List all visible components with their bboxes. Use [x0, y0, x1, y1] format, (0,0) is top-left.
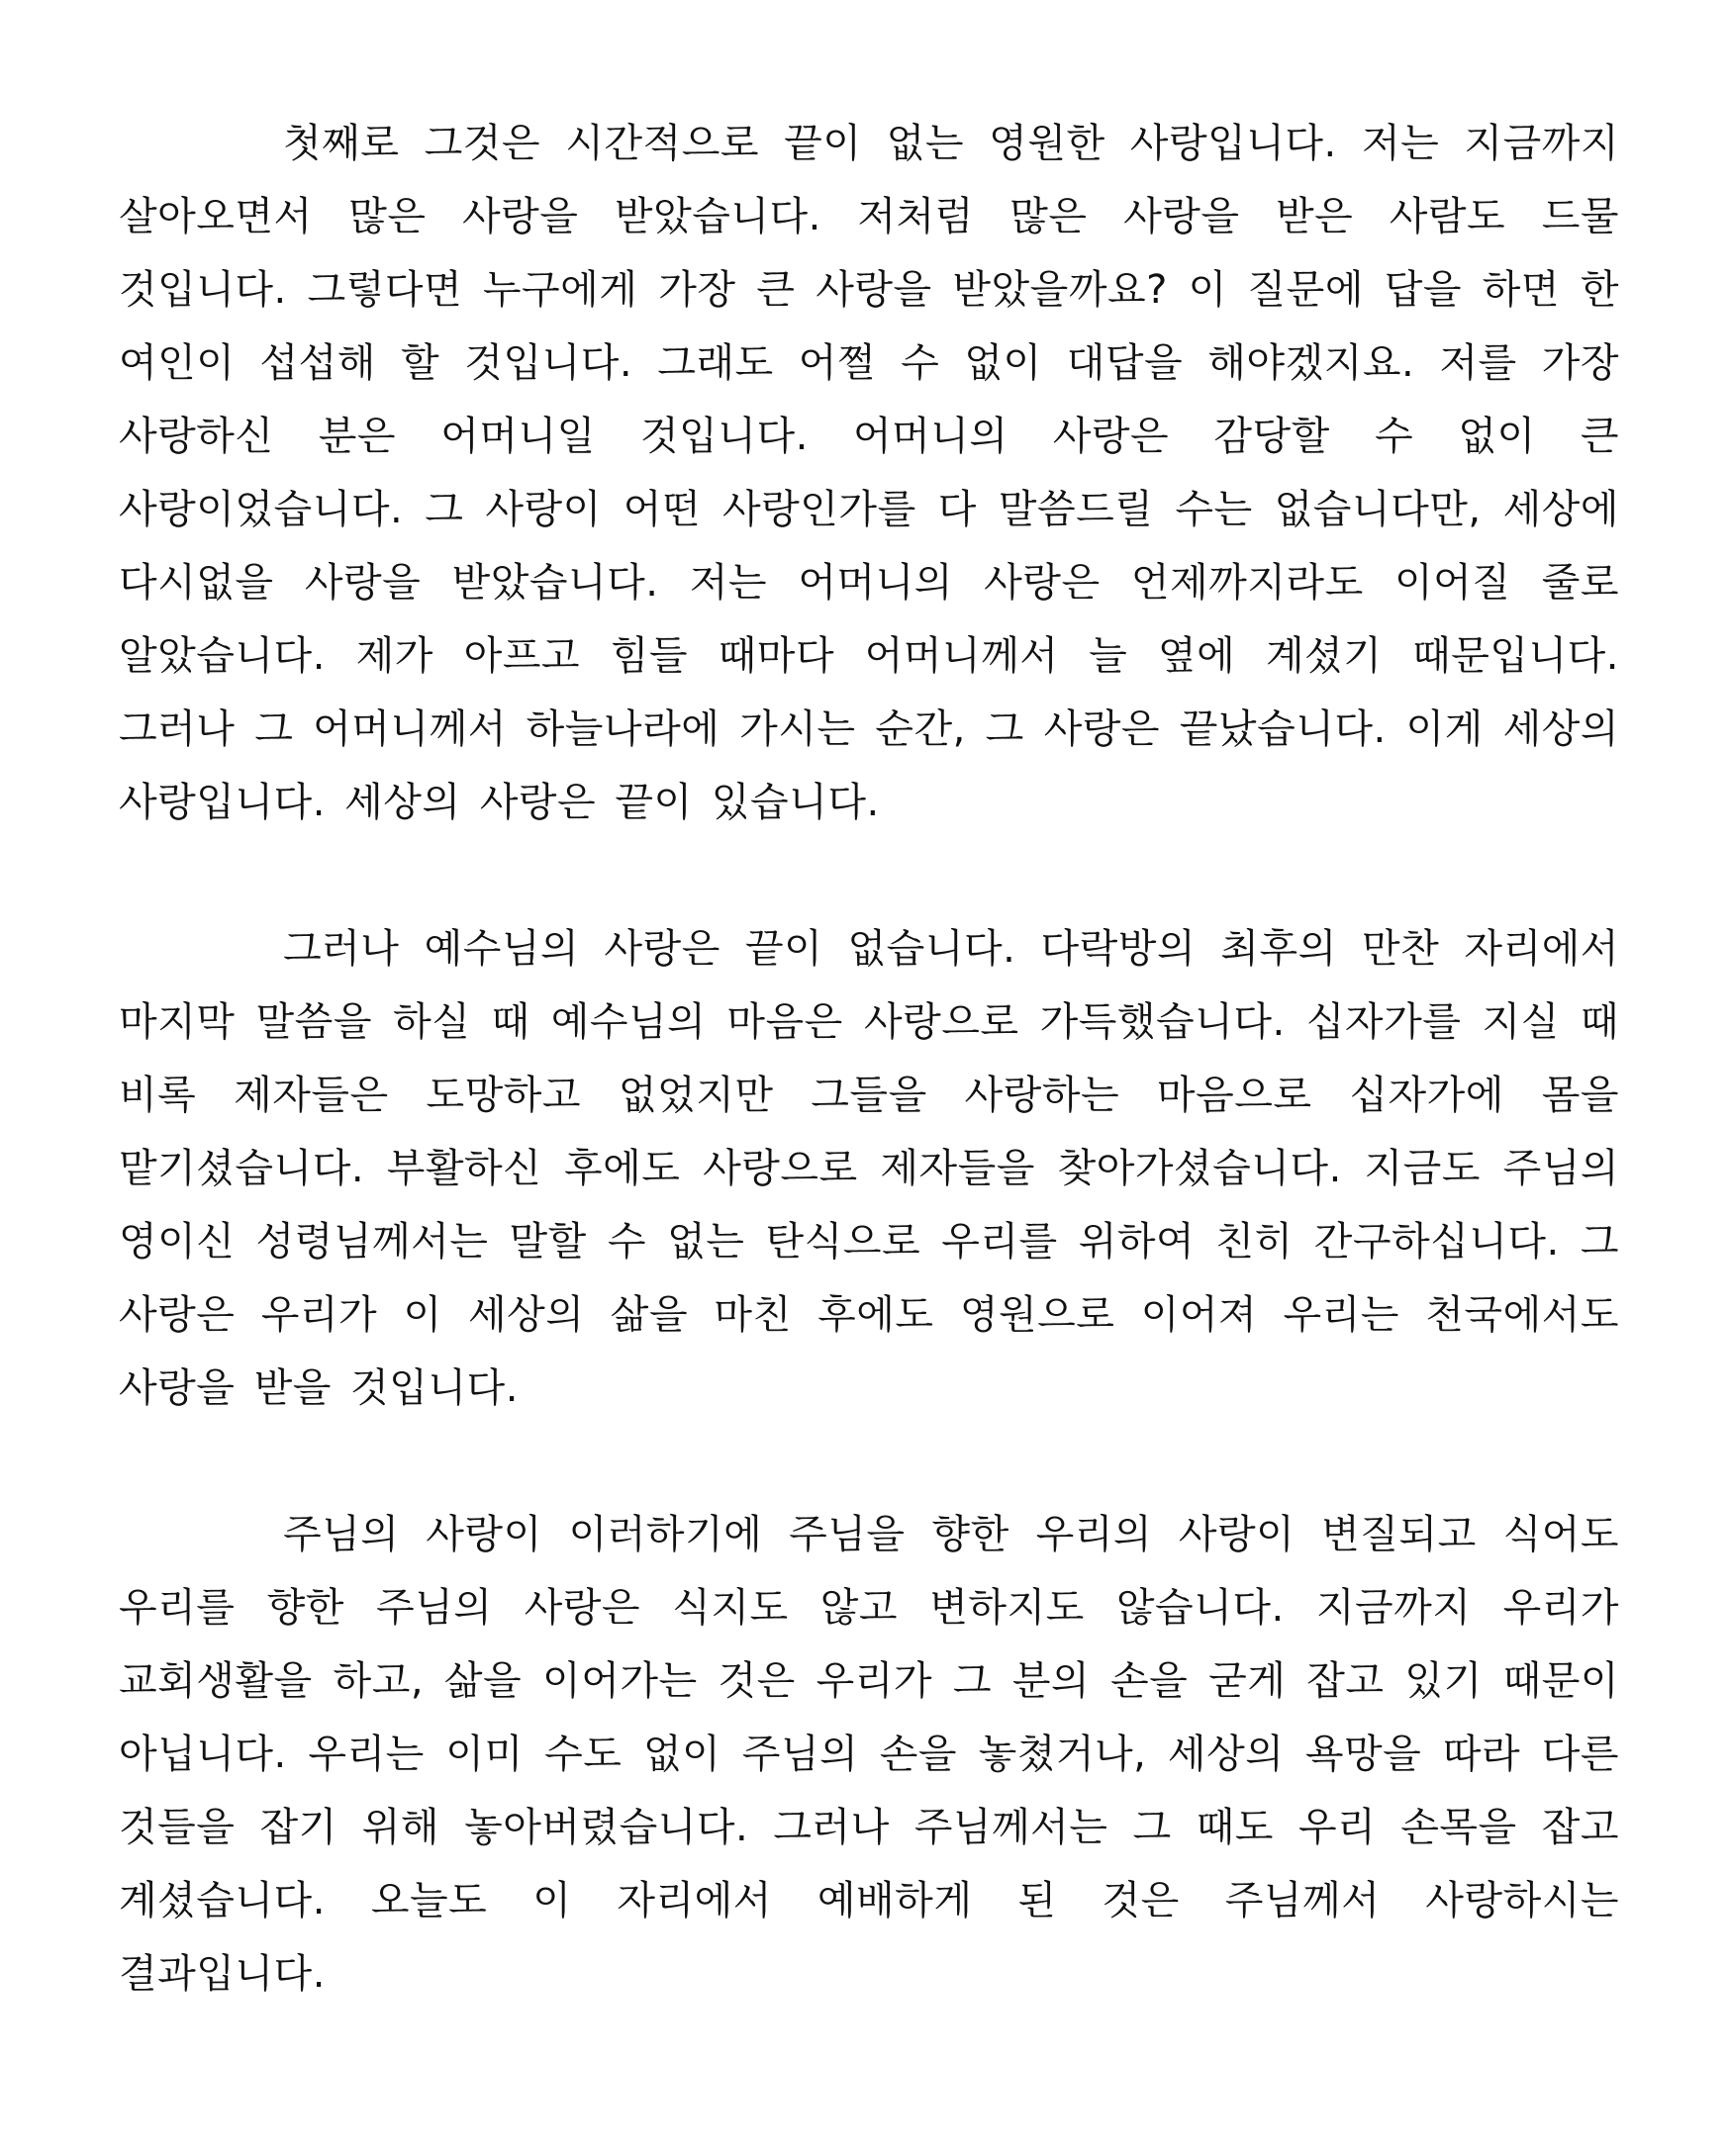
paragraph-2: 그러나 예수님의 사랑은 끝이 없습니다. 다락방의 최후의 만찬 자리에서 마지막 말씀을 하실 때 예수님의 마음은 사랑으로 가득했습니다. 십자가를 지실 때 비록 제자들은 도망하고 없었지만 그들을 사랑하는 마음으로 십자가에 몸을 맡기셨습니다. 부활하신 후에도 사랑으로 제자들을 찾아가셨습니다. 지금도 주님의 영이신 성령님께서는 말할 수 없는 탄식으로 우리를 위하여 친히 간구하십니다. 그 사랑은 우리가 이 세상의 삶을 마친 후에도 영원으로 이어져 우리는 천국에서도 사랑을 받을 것입니다. [119, 926, 1619, 1411]
paragraph-1: 첫째로 그것은 시간적으로 끝이 없는 영원한 사랑입니다. 저는 지금까지 살아오면서 많은 사랑을 받았습니다. 저처럼 많은 사랑을 받은 사람도 드물 것입니다. 그렇다면 누구에게 가장 큰 사랑을 받았을까요? 이 질문에 답을 하면 한 여인이 섭섭해 할 것입니다. 그래도 어쩔 수 없이 대답을 해야겠지요. 저를 가장 사랑하신 분은 어머니일 것입니다. 어머니의 사랑은 감당할 수 없이 큰 사랑이었습니다. 그 사랑이 어떤 사랑인가를 다 말씀드릴 수는 없습니다만, 세상에 다시없을 사랑을 받았습니다. 저는 어머니의 사랑은 언제까지라도 이어질 줄로 알았습니다. 제가 아프고 힘들 때마다 어머니께서 늘 옆에 계셨기 때문입니다. 그러나 그 어머니께서 하늘나라에 가시는 순간, 그 사랑은 끝났습니다. 이게 세상의 사랑입니다. 세상의 사랑은 끝이 있습니다. [119, 121, 1619, 825]
paragraph-3: 주님의 사랑이 이러하기에 주님을 향한 우리의 사랑이 변질되고 식어도 우리를 향한 주님의 사랑은 식지도 않고 변하지도 않습니다. 지금까지 우리가 교회생활을 하고, 삶을 이어가는 것은 우리가 그 분의 손을 굳게 잡고 있기 때문이 아닙니다. 우리는 이미 수도 없이 주님의 손을 놓쳤거나, 세상의 욕망을 따라 다른 것들을 잡기 위해 놓아버렸습니다. 그러나 주님께서는 그 때도 우리 손목을 잡고 계셨습니다. 오늘도 이 자리에서 예배하게 된 것은 주님께서 사랑하시는 결과입니다. [119, 1512, 1619, 1997]
document-body [119, 107, 1619, 2011]
